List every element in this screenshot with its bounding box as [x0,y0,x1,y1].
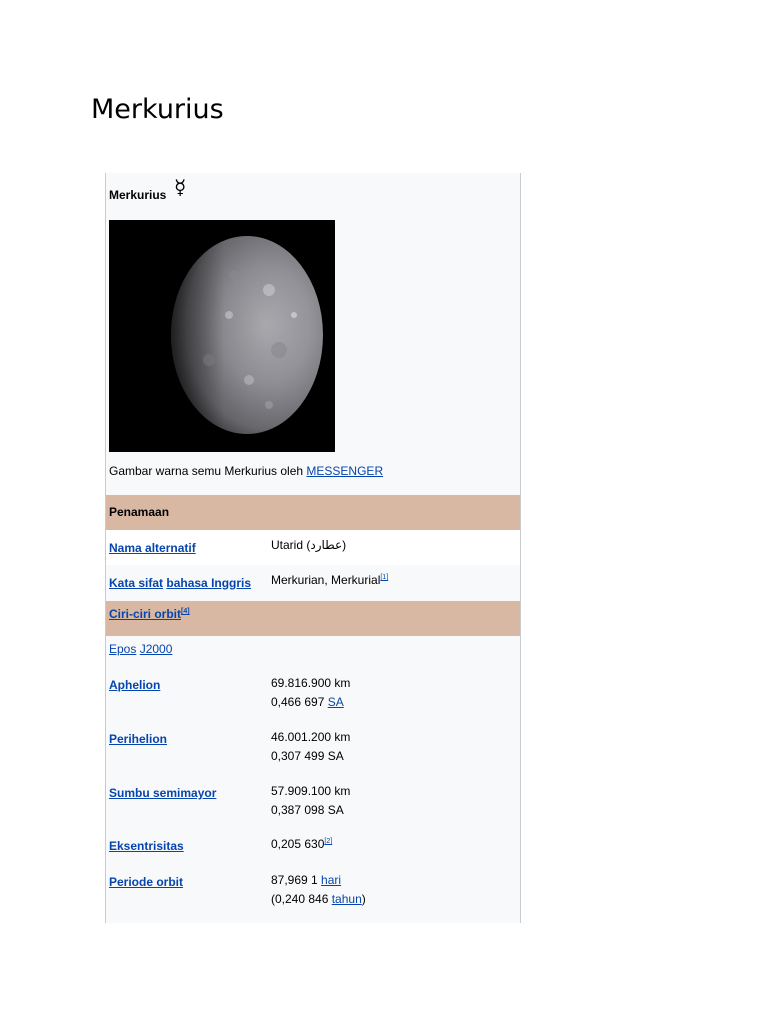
perihelion-au: 0,307 499 SA [271,749,344,763]
perihelion-km: 46.001.200 km [271,730,351,744]
infobox-header [106,173,520,218]
reference-link[interactable]: [2] [324,838,333,845]
eccentricity-number: 0,205 630 [271,837,325,851]
epoch-label [109,642,172,656]
aphelion-value [271,674,350,712]
row-eccentricity [106,829,520,865]
page-title: Merkurius [91,94,224,125]
orbital-period-value [271,871,366,909]
perihelion-value [271,728,350,766]
adjective-text: Merkurian, Merkurial [271,573,381,587]
orbital-period-link[interactable]: Periode orbit [109,875,184,889]
alternative-name-value: Utarid (عطارد) [271,538,347,552]
messenger-link[interactable]: MESSENGER [306,464,384,478]
semimajor-au: 0,387 098 SA [271,803,344,817]
mercury-planet-photo [109,220,335,452]
row-orbital-period [106,865,520,923]
section-header-orbit [106,601,520,636]
adjective-value [271,571,388,590]
row-aphelion [106,667,520,721]
eccentricity-value [271,835,332,854]
mercury-image[interactable] [109,220,335,452]
english-language-link[interactable]: bahasa Inggris [166,576,252,590]
orbit-header [109,607,190,621]
semimajor-km: 57.909.100 km [271,784,351,798]
semimajor-axis-value [271,782,350,820]
period-days-number: 87,969 1 [271,873,322,887]
day-link[interactable]: hari [321,873,342,887]
reference-link[interactable]: [1] [380,574,389,581]
perihelion-link[interactable]: Perihelion [109,732,168,746]
aphelion-km: 69.816.900 km [271,676,351,690]
row-semimajor-axis [106,775,520,829]
reference-link[interactable]: [4] [181,608,190,615]
caption-text: Gambar warna semu Merkurius oleh [109,464,307,478]
year-link[interactable]: tahun [331,892,362,906]
alternative-name-link[interactable]: Nama alternatif [109,541,196,555]
adjective-label [109,576,251,590]
epoch-link[interactable]: Epos [109,642,137,656]
row-alternative-name [106,530,520,565]
row-epoch [106,637,520,667]
semimajor-axis-link[interactable]: Sumbu semimayor [109,786,217,800]
orbit-characteristics-link[interactable]: Ciri-ciri orbit [109,607,182,621]
image-caption [109,464,383,478]
period-years [271,890,366,909]
section-title: Penamaan [109,505,170,519]
row-perihelion [106,721,520,775]
row-adjective [106,565,520,601]
eccentricity-link[interactable]: Eksentrisitas [109,839,184,853]
astronomical-unit-link[interactable]: SA [327,695,344,709]
infobox [105,173,521,923]
section-header-naming [106,495,520,530]
adjective-link[interactable]: Kata sifat [109,576,164,590]
period-days [271,871,366,890]
aphelion-au-number: 0,466 697 [271,695,328,709]
j2000-link[interactable]: J2000 [139,642,173,656]
aphelion-au [271,693,350,712]
aphelion-link[interactable]: Aphelion [109,678,161,692]
infobox-title: Merkurius [109,188,167,202]
period-years-number: (0,240 846 [271,892,332,906]
mercury-symbol-icon: ☿ [174,175,187,199]
period-years-close: ) [361,892,366,906]
